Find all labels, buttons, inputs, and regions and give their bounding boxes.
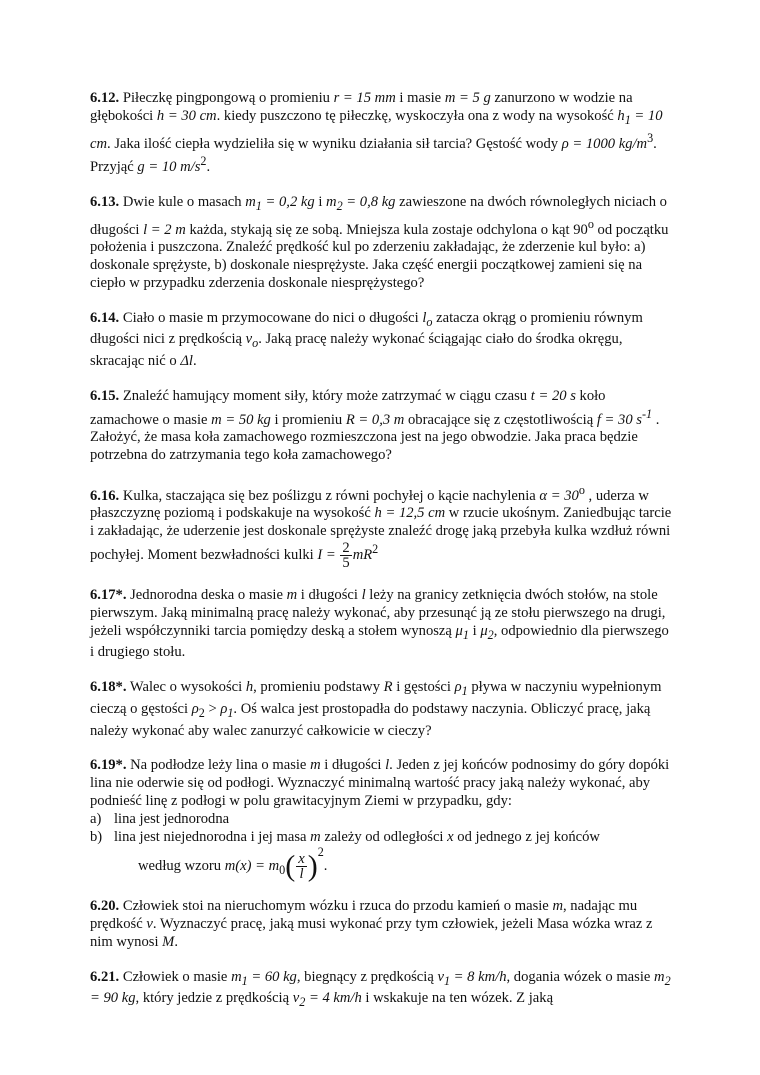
problem-text: 6.19*. Na podłodze leży lina o masie m i długości l. Jeden z jej końców podnosimy do góry dopóki lina nie oderwie się od podłogi. Wyznaczyć minimalną wartość pracy jaką należy wykonać, aby podnieść linę z podłogi w polu grawitacyjnym Ziemi w przypadku, gdy: xyxy=(90,757,670,809)
problem-6-17 xyxy=(90,587,672,662)
problem-number: 6.14. xyxy=(90,309,120,326)
problem-text: 6.17*. Jednorodna deska o masie m i długości l leży na granicy zetknięcia dwóch stołów, na stole pierwszym. Jaką minimalną pracę należy wykonać, aby przesunąć ją ze stołu pierwszego na drugi, jeżeli współczynniki tarcia pomiędzy deską a stołem wynoszą $\mu_1$ i $\mu_2$, odpowiednio dla pierwszego i drugiego stołu. xyxy=(90,587,669,661)
fraction: $\frac{x}{l}$ xyxy=(298,851,305,883)
problem-text: 6.13. Dwie kule o masach $m_1 = 0,2$ kg i $m_2 = 0,8$ kg zawieszone na dwóch równoległych niciach o długości l = 2 m każda, stykają się ze sobą. Mniejsza kula zostaje odchylona o kąt 90$^o$ od początku położenia i puszczona. Znaleźć prędkość kul po zderzeniu zakładając, że zderzenie kul było: a) doskonale sprężyste, b) doskonale niesprężyste. Jaka część energii początkowej zamieni się na ciepło w przypadku zderzenia doskonale niesprężystego? xyxy=(90,193,669,291)
problem-number: 6.12. xyxy=(90,90,120,106)
problem-text: 6.12. Piłeczkę pingpongową o promieniu r = 15 mm i masie m = 5 g zanurzono w wodzie na głębokości h = 30 cm. kiedy puszczono tę piłeczkę, wyskoczyła ona z wody na wysokość $h_1 = 10$ cm. Jaka ilość ciepła wydzieliła się w wyniku działania sił tarcia? Gęstość wody ρ = 1000 $kg/m^3$. Przyjąć g = 10 $m/s^2$. xyxy=(90,90,663,176)
problem-text: 6.20. Człowiek stoi na nieruchomym wózku i rzuca do przodu kamień o masie m, nadając mu prędkość v. Wyznaczyć pracę, jaką musi wykonać przy tym człowiek, jeżeli Masa wózka wraz z nim wynosi M. xyxy=(90,898,653,950)
problem-6-18 xyxy=(90,679,672,740)
problem-6-12 xyxy=(90,90,672,177)
problem-number: 6.21. xyxy=(90,968,120,985)
subpoints-list xyxy=(90,811,672,847)
problem-6-14 xyxy=(90,310,672,371)
problem-number: 6.16. xyxy=(90,487,120,504)
problem-6-19 xyxy=(90,757,672,881)
problem-text: 6.15. Znaleźć hamujący moment siły, który może zatrzymać w ciągu czasu t = 20 s koło zamachowe o masie m = 50 kg i promieniu R = 0,3 m obracające się z częstotliwością f = 30 $s^{-1}$ . Założyć, że masa koła zamachowego rozmieszczona jest na jego obwodzie. Jaka praca będzie potrzebna do zatrzymania tego koła zamachowego? xyxy=(90,387,660,464)
problem-number: 6.15. xyxy=(90,387,120,404)
mass-formula-line: według wzoru $m(x) = m_0$( $\frac{x}{l}$ )$^2$. xyxy=(138,845,328,883)
problem-number: 6.19*. xyxy=(90,757,127,774)
problem-text: 6.16. Kulka, staczająca się bez poślizgu z równi pochyłej o kącie nachylenia $\alpha = 30^o$ , uderza w płaszczyznę poziomą i podskakuje na wysokość h = 12,5 cm w rzucie ukośnym. Zaniedbując tarcie i zakładając, że uderzenie jest doskonale sprężyste znaleźć drogę jaką przebyła kulka wzdłuż równi pochyłej. Moment bezwładności kulki I = $\frac{2}{5}$ $mR^2$ xyxy=(90,482,672,572)
problem-6-15 xyxy=(90,388,672,465)
fraction: $\frac{2}{5}$ xyxy=(342,540,350,572)
problem-text: 6.14. Ciało o masie m przymocowane do nici o długości $l_o$ zatacza okrąg o promieniu równym długości nici z prędkością $v_o$. Jaką pracę należy wykonać ściągając ciało do środka okręgu, skracając nić o Δl. xyxy=(90,309,643,369)
inertia-formula: I = xyxy=(317,546,340,563)
problem-number: 6.20. xyxy=(90,898,120,915)
problem-number: 6.18*. xyxy=(90,679,127,696)
list-item: b) lina jest niejednorodna i jej masa m zależy od odległości x od jednego z jej końców xyxy=(90,828,600,845)
list-item: a) lina jest jednorodna xyxy=(90,810,230,827)
problem-6-21 xyxy=(90,969,672,1012)
problem-6-20 xyxy=(90,898,672,951)
problem-text: 6.21. Człowiek o masie $m_1 = 60$ kg, biegnący z prędkością $v_1 = 8$ km/h, dogania wózek o masie $m_2 = 90$ kg, który jedzie z prędkością $v_2 = 4$ km/h i wskakuje na ten wózek. Z jaką xyxy=(90,968,671,1010)
problem-number: 6.13. xyxy=(90,193,120,210)
document-page xyxy=(90,90,672,1012)
problem-6-16 xyxy=(90,482,672,570)
problem-text: 6.18*. Walec o wysokości h, promieniu podstawy R i gęstości $\rho_1$ pływa w naczyniu wypełnionym cieczą o gęstości $\rho_2 > \rho_1$. Oś walca jest prostopadła do podstawy naczynia. Obliczyć pracę, jaką należy wykonać aby walec zanurzyć całkowicie w cieczy? xyxy=(90,679,662,739)
problem-6-13 xyxy=(90,194,672,293)
problem-number: 6.17*. xyxy=(90,587,127,604)
